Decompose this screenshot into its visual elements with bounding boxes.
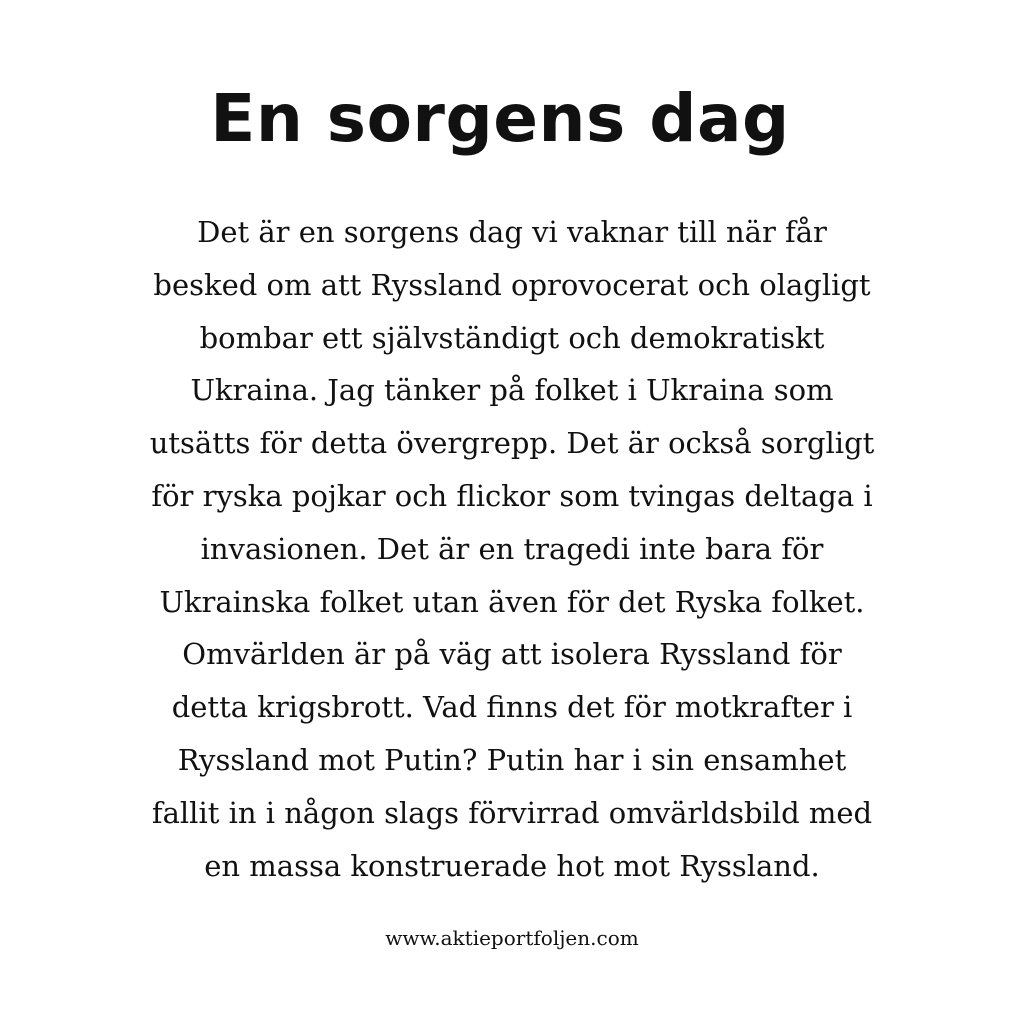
body-line: invasionen. Det är en tragedi inte bara för [200,531,824,566]
body-line: Ukraina. Jag tänker på folket i Ukraina som [190,373,834,408]
body-line: Ukrainska folket utan även för det Ryska folket. [159,584,865,619]
body-line: bombar ett självständigt och demokratiskt [199,320,825,355]
body-text [90,206,934,892]
body-line: Omvärlden är på väg att isolera Ryssland för [182,637,842,672]
website-url: www.aktieportfoljen.com [385,926,639,950]
body-line: fallit in i någon slags förvirrad omvärldsbild med [151,795,873,830]
body-line: Ryssland mot Putin? Putin har i sin ensamhet [177,742,847,777]
page-title: En sorgens dag [210,80,790,157]
body-line: för ryska pojkar och flickor som tvingas deltaga i [151,478,873,513]
body-line: en massa konstruerade hot mot Ryssland. [204,848,820,883]
body-line: utsätts för detta övergrepp. Det är också sorgligt [149,426,875,461]
body-line: Det är en sorgens dag vi vaknar till när får [197,215,827,249]
body-line: detta krigsbrott. Vad finns det för motkrafter i [171,690,853,725]
body-line: besked om att Ryssland oprovocerat och olagligt [153,267,871,302]
